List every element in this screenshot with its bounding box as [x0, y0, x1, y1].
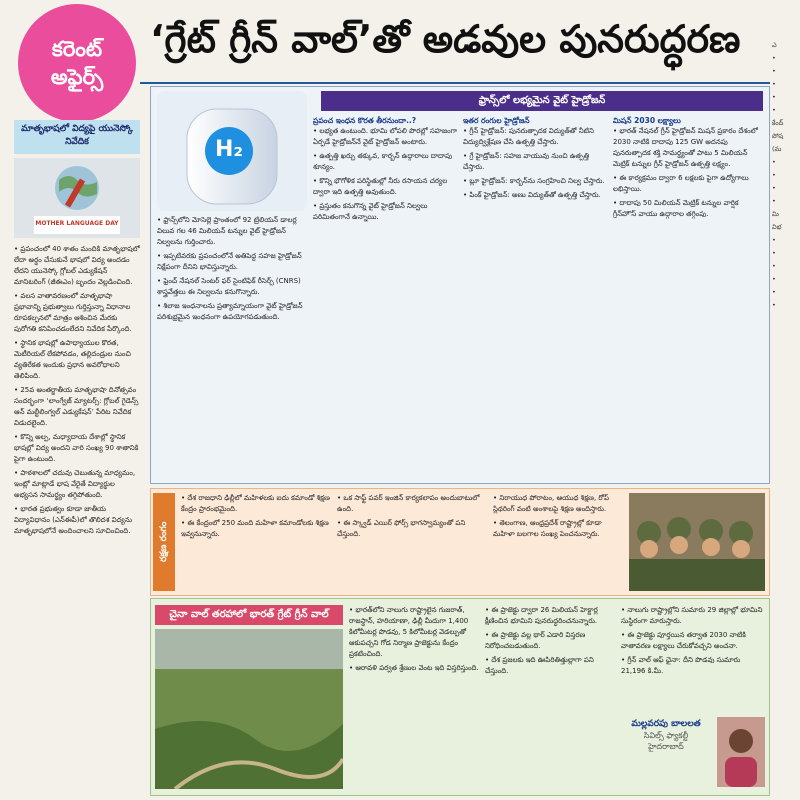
women-commandos-photo	[629, 493, 765, 591]
column-3-heading: ఇతర రంగుల హైడ్రోజన్	[463, 116, 530, 125]
strip-fragment: •	[772, 171, 776, 179]
green-wall-paragraph: • ఈ ప్రాజెక్టు పూర్తయిన తర్వాత 2030 నాటికి వాతావరణ లక్ష్యాలు చేరుకోవచ్చని అంచనా.	[621, 631, 746, 650]
hydrogen-paragraph: • ఉత్పత్తి ఖర్చు తక్కువ, కార్బన్ ఉద్గారాలు దాదాపు శూన్యం.	[313, 152, 453, 171]
strip-fragment: •	[772, 80, 776, 88]
green-wall-paragraph: • ఈ ప్రాజెక్టు ద్వారా 26 మిలియన్ హెక్టార్ల క్షీణించిన భూమిని పునరుద్ధరించనున్నారు.	[485, 606, 598, 625]
green-wall-paragraph: • ఆరావళి పర్వత శ్రేణుల వెంట ఇది విస్తరిస్తుంది.	[349, 664, 479, 672]
hydrogen-paragraph: • కొన్ని భౌగోళిక పరిస్థితుల్లో నీరు రసాయన చర్యల ద్వారా ఇది ఉత్పత్తి అవుతుంది.	[313, 177, 448, 196]
adjacent-column-strip	[772, 40, 800, 800]
author-block	[621, 719, 711, 753]
strip-fragment: •	[772, 93, 776, 101]
strip-fragment: •	[772, 249, 776, 257]
section-title-defence: రక్షణ రంగం	[159, 521, 169, 563]
strip-fragment: •	[772, 54, 776, 62]
hydrogen-paragraph: • ఈ కార్యక్రమం ద్వారా 6 లక్షలకు పైగా ఉద్యోగాలు లభిస్తాయి.	[613, 174, 749, 193]
defence-paragraph: • నిరాయుధ పోరాటం, ఆయుధ శిక్షణ, రోప్ స్లిథరింగ్ వంటి అంశాలపై శిక్షణ అందిస్తారు.	[493, 494, 610, 513]
sidebar-paragraph: • వలస వాతావరణంలో మాతృభాషా ప్రభావాన్ని ప్రభుత్వాలు గుర్తిస్తున్నా విధానాల రూపకల్పనలో మాత్రం ఆశించిన మేరకు పురోగతి కనిపించడంలేదని నివేదిక పేర్కొంది.	[14, 292, 132, 333]
defence-paragraph: • ఈ స్క్వాడ్ ఎయిర్ ఫోర్స్‌ భాగస్వామ్యంతో పని చేస్తుంది.	[337, 519, 466, 538]
hydrogen-paragraph: • ఫ్రెంచ్ నేషనల్ సెంటర్ ఫర్ సైంటిఫిక్ రీసెర్చ్ (CNRS) శాస్త్రవేత్తలు ఈ నిల్వలను కనుగొన్నారు.	[157, 277, 301, 296]
strip-fragment: (మ	[772, 145, 782, 153]
hydrogen-paragraph: • గ్రీన్ హైడ్రోజన్: పునరుత్పాదక విద్యుత్‌తో నీటిని విద్యుద్విశ్లేషణ చేసి ఉత్పత్తి చేస్తారు.	[463, 127, 594, 146]
column-4-heading: మిషన్ 2030 లక్ష్యాలు	[613, 116, 681, 125]
strip-fragment: విభ	[772, 223, 782, 231]
column-2-heading: ప్రపంచ ఇంధన కొరత తీరనుందా..?	[313, 116, 417, 125]
hydrogen-column-3	[463, 115, 608, 477]
defence-column-2	[337, 493, 487, 591]
green-wall-paragraph: • దేశ ప్రజలకు ఇది ఊపిరితిత్తుల్లాగా పని చేస్తుంది.	[485, 656, 594, 675]
hydrogen-paragraph: • గ్రే హైడ్రోజన్: సహజ వాయువు నుంచి ఉత్పత్తి చేస్తారు.	[463, 152, 590, 171]
hydrogen-paragraph: • శిలాజ ఇంధనాలను ప్రత్యామ్నాయంగా వైట్ హైడ్రోజన్ పరిశుభ్రమైన ఇంధనంగా ఉపయోగపడుతుంది.	[157, 302, 303, 321]
strip-fragment: •	[772, 236, 776, 244]
section-title-green-wall: చైనా వాల్ తరహాలో భారత్ గ్రేట్ గ్రీన్ వాల్	[155, 605, 343, 625]
forest-aerial-illustration	[155, 629, 343, 789]
h2-label: H₂	[214, 137, 244, 162]
green-wall-paragraph: • గ్రీన్ వాల్ ఆఫ్ ఛైనా: దీని పొడవు సుమారు 21,196 కి.మీ.	[621, 656, 741, 675]
sidebar-paragraph: • స్థానిక భాషల్లో ఉపాధ్యాయుల కొరత, మెటీరియల్ లేకపోవడం, తల్లిదండ్రుల నుంచి వ్యతిరేకత ఇందుకు ప్రధాన అవరోధాలని తెలిపింది.	[14, 339, 131, 380]
hydrogen-paragraph: • ఇప్పటివరకు ప్రపంచంలోనే అతిపెద్ద సహజ హైడ్రోజన్ నిక్షేపంగా దీనిని భావిస్తున్నారు.	[157, 252, 302, 271]
hydrogen-paragraph: • భారత్ నేషనల్ గ్రీన్ హైడ్రోజన్ మిషన్ ప్రకారం దేశంలో 2030 నాటికి దాదాపు 125 GW అదనపు పునరుత్పాదక శక్తి సామర్థ్యంతో పాటు 5 మిలియన్ మెట్రిక్ టన్నుల గ్రీన్ హైడ్రోజన్ ఉత్పత్తి లక్ష్యం.	[613, 127, 758, 168]
strip-fragment: ఎ	[772, 41, 777, 49]
strip-fragment: •	[772, 67, 776, 75]
strip-fragment: •	[772, 158, 776, 166]
sidebar-paragraph: • పాఠశాలలో చదువు చెబుతున్న మాధ్యమం, ఇంట్లో మాట్లాడే భాష వేరైతే విద్యార్థుల అభ్యసన సామర్థ్యం తగ్గిపోతుంది.	[14, 469, 136, 499]
green-wall-paragraph: • భారత్‌లోని నాలుగు రాష్ట్రాలైన గుజరాత్, రాజస్థాన్, హరియాణా, ఢిల్లీ మీదుగా 1,400 కిలోమీటర్ల పొడవు, 5 కిలోమీటర్ల వెడల్పుతో ఆకుపచ్చని గోడ నిర్మాణ ప్రాజెక్టును కేంద్రం ప్రకటించింది.	[349, 606, 469, 658]
hydrogen-paragraph: • బ్లూ హైడ్రోజన్: కార్బన్‌ను సంగ్రహించి నిల్వ చేస్తారు.	[463, 177, 605, 185]
vertical-section-tag	[153, 493, 175, 591]
green-wall-column-2	[485, 605, 615, 791]
hydrogen-image	[157, 91, 307, 211]
sidebar-image-caption: MOTHER LANGUAGE DAY	[35, 220, 119, 227]
author-name: మల్లవరపు బాలలత	[631, 719, 701, 729]
great-green-wall-section	[150, 598, 770, 796]
strip-fragment: •	[772, 184, 776, 192]
white-hydrogen-section	[150, 86, 770, 484]
badge-line-2: అఫైర్స్	[50, 65, 104, 89]
current-affairs-badge	[18, 4, 136, 122]
section-title-hydrogen: ఫ్రాన్స్‌లో లభ్యమైన వైట్ హైడ్రోజన్	[321, 91, 763, 111]
badge-line-1: కరెంట్	[51, 37, 103, 61]
defence-paragraph: • దేశ రాజధాని ఢిల్లీలో మహిళలకు ఐదు కమాండో శిక్షణ కేంద్రం ప్రారంభమైంది.	[181, 494, 330, 513]
hydrogen-column-4	[613, 115, 763, 477]
strip-fragment: పోష	[772, 132, 784, 140]
sidebar-image	[14, 158, 140, 238]
green-wall-photo	[155, 629, 343, 789]
strip-fragment: •	[772, 262, 776, 270]
strip-fragment: •	[772, 275, 776, 283]
strip-fragment: •	[772, 197, 776, 205]
commandos-photo-illustration	[629, 493, 765, 591]
green-wall-paragraph: • ఈ ప్రాజెక్టు వల్ల థార్ ఎడారి విస్తరణ నిరోధించబడుతుంది.	[485, 631, 586, 650]
author-place: హైదరాబాద్	[648, 742, 684, 751]
green-wall-column-3	[621, 605, 765, 715]
defence-paragraph: • ఒక సాఫ్ట్ పవర్ ఇంజిన్ కార్యకలాపం అందుబాటులో ఉంది.	[337, 494, 480, 513]
author-avatar	[717, 717, 765, 787]
defence-column-1	[181, 493, 331, 591]
hydrogen-column-1	[157, 215, 307, 477]
sidebar-paragraph: • భారత ప్రభుత్వం కూడా జాతీయ విద్యావిధానం (ఎన్ఈపీ)లో తొలిదశ విద్యను మాతృభాషలోనే అందించాలని సూచించింది.	[14, 505, 133, 535]
defence-paragraph: • తెలంగాణ, ఆంధ్రప్రదేశ్ రాష్ట్రాల్లో కూడా మహిళా బలగాల సంఖ్య పెంచనున్నారు.	[493, 519, 602, 538]
hydrogen-paragraph: • ఫ్రాన్స్‌లోని మోసెల్లె ప్రాంతంలో 92 ట్రిలియన్ డాలర్ల విలువ గల 46 మిలియన్ టన్నుల వైట్ హైడ్రోజన్ నిల్వలను గుర్తించారు.	[157, 216, 297, 246]
defence-section	[150, 488, 770, 596]
author-photo	[717, 717, 765, 787]
hydrogen-column-2	[313, 115, 458, 477]
sidebar-paragraph: • ప్రపంచంలో 40 శాతం మందికి మాతృభాషలో లేదా అర్థం చేసుకునే భాషలో విద్య అందడం లేదని యునెస్కో గ్లోబల్ ఎడ్యుకేషన్ మానిటరింగ్ (జీఈఎం) బృందం వెల్లడించింది.	[14, 245, 140, 286]
sidebar-paragraph: • 25వ అంతర్జాతీయ మాతృభాషా దినోత్సవం సందర్భంగా ‘లాంగ్వేజ్ మ్యాటర్స్: గ్లోబల్ గైడెన్స్ ఆన్ మల్టీలింగ్వల్ ఎడ్యుకేషన్’ పేరిట నివేదిక విడుదలైంది.	[14, 386, 139, 427]
hydrogen-paragraph: • ప్రస్తుతం కనుగొన్న వైట్ హైడ్రోజన్ నిల్వలు పరిమితంగానే ఉన్నాయి.	[313, 202, 428, 221]
hydrogen-paragraph: • లభ్యత ఉంటుంది. భూమి లోపలి పొరల్లో సహజంగా ఏర్పడే హైడ్రోజన్‌నే వైట్ హైడ్రోజన్ అంటారు.	[313, 127, 458, 146]
green-wall-column-1	[349, 605, 479, 791]
green-wall-paragraph: • నాలుగు రాష్ట్రాల్లోని సుమారు 29 జిల్లాల్లో భూమిని సుస్థిరంగా మారుస్తారు.	[621, 606, 763, 625]
strip-fragment: మి	[772, 210, 779, 218]
defence-column-3	[493, 493, 623, 591]
strip-fragment: కేంద్	[772, 119, 784, 127]
strip-fragment: •	[772, 288, 776, 296]
headline-rule	[140, 82, 770, 84]
author-role: సివిల్స్ ఫ్యాకల్టీ	[643, 731, 689, 740]
hydrogen-paragraph: • దాదాపు 50 మిలియన్ మెట్రిక్ టన్నుల వార్షిక గ్రీన్‌హౌస్ వాయు ఉద్గారాల తగ్గింపు.	[613, 199, 739, 218]
strip-fragment: •	[772, 301, 776, 309]
page-headline: ‘గ్రేట్ గ్రీన్ వాల్’తో అడవుల పునరుద్ధరణ	[150, 17, 741, 61]
hydrogen-paragraph: • పింక్ హైడ్రోజన్: అణు విద్యుత్‌తో ఉత్పత్తి చేస్తారు.	[463, 191, 601, 199]
sidebar-paragraph: • కొన్ని అల్ప, మధ్యాదాయ దేశాల్లో స్థానిక భాషల్లో విద్య అందని వారి సంఖ్య 90 శాతానికి పైగా ఉంటుంది.	[14, 433, 139, 463]
defence-paragraph: • ఈ కేంద్రంలో 250 మంది మహిళా కమాండోలకు శిక్షణ ఇవ్వనున్నారు.	[181, 519, 329, 538]
sidebar-text	[14, 244, 140, 794]
strip-fragment: •	[772, 106, 776, 114]
sidebar-title: మాతృభాషలో విద్యపై యునెస్కో నివేదిక	[14, 120, 140, 154]
